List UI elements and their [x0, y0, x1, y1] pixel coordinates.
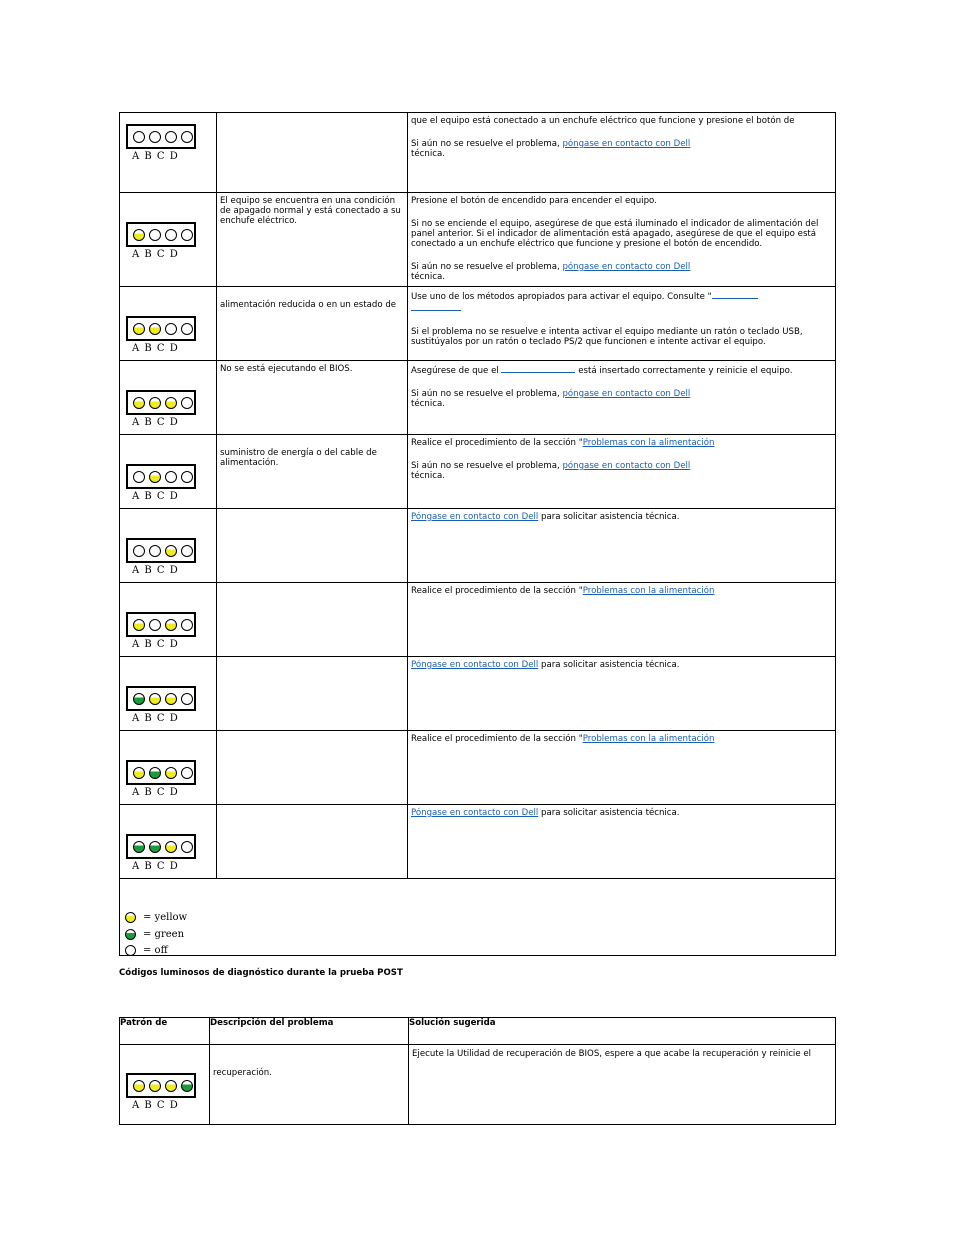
light-d-off-icon: [181, 545, 193, 557]
solution-cell: [408, 583, 836, 657]
solution-text: está insertado correctamente y reinicie el equipo.: [575, 366, 793, 376]
legend-item-yellow: [125, 907, 187, 921]
solution-paragraph: [411, 364, 832, 376]
problem-description: [217, 805, 407, 808]
pattern-cell: [120, 509, 217, 583]
diagnostic-row: [120, 583, 836, 657]
light-b-green-icon: [149, 767, 161, 779]
light-b-off-icon: [149, 229, 161, 241]
link-contact-dell[interactable]: póngase en contacto con Dell: [562, 139, 691, 149]
solution-text: Realice el procedimiento de la sección ": [411, 438, 583, 448]
light-c-off-icon: [165, 471, 177, 483]
description-cell: [217, 361, 408, 435]
light-c-yellow-icon: [165, 619, 177, 631]
solution-text: Asegúrese de que el: [411, 366, 502, 376]
light-c-yellow-icon: [165, 1080, 177, 1092]
diagnostic-lights-pattern: [126, 222, 196, 247]
light-a-green-icon: [133, 693, 145, 705]
pattern-cell: [120, 1045, 210, 1125]
diagnostic-row: [120, 731, 836, 805]
light-c-off-icon: [165, 131, 177, 143]
light-d-off-icon: [181, 767, 193, 779]
solution-text: Si no se enciende el equipo, asegúrese de que está iluminado el indicador de alimentación del panel anterior. Si el indicador de alimentación está apagado, asegúrese de que el equipo está conectado a un enchufe eléctrico que funcione y presione el botón de encendido.: [411, 219, 819, 249]
solution-cell: [408, 657, 836, 731]
problem-description: No se está ejecutando el BIOS.: [220, 364, 353, 374]
solution-text: técnica.: [411, 399, 445, 409]
solution-paragraph: [411, 219, 832, 249]
description-cell: [217, 583, 408, 657]
link-contact-dell[interactable]: póngase en contacto con Dell: [562, 262, 691, 272]
solution-paragraph: [411, 512, 832, 522]
solution-cell: [409, 1045, 836, 1125]
light-d-off-icon: [181, 397, 193, 409]
light-letters-label: A B C D: [132, 565, 179, 576]
light-b-off-icon: [149, 619, 161, 631]
solution-paragraph: [411, 389, 832, 409]
link-contact-dell[interactable]: póngase en contacto con Dell: [562, 389, 691, 399]
diagnostic-row: [120, 509, 836, 583]
diagnostic-lights-pattern: [126, 834, 196, 859]
pattern-cell: [120, 657, 217, 731]
description-cell: [210, 1045, 409, 1125]
solution-text: Si aún no se resuelve el problema,: [411, 262, 563, 272]
light-a-yellow-icon: [133, 397, 145, 409]
light-d-green-icon: [181, 1080, 193, 1092]
diagnostic-lights-pattern: [126, 612, 196, 637]
legend-label: = yellow: [143, 912, 188, 923]
diagnostic-lights-pattern: [126, 686, 196, 711]
diagnostic-row: [120, 113, 836, 193]
solution-paragraph: [411, 116, 832, 126]
pattern-cell: [120, 113, 217, 193]
solution-paragraph: [411, 438, 832, 448]
solution-text: Realice el procedimiento de la sección ": [411, 586, 583, 596]
solution-text: Si aún no se resuelve el problema,: [411, 139, 563, 149]
solution-paragraph: [411, 734, 832, 744]
description-cell: [217, 193, 408, 287]
description-cell: [217, 657, 408, 731]
solution-cell: [408, 361, 836, 435]
header-pattern: Patrón de: [120, 1018, 210, 1045]
solution-text: para solicitar asistencia técnica.: [538, 660, 680, 670]
solution-paragraph: [411, 586, 832, 596]
diagnostic-row: [120, 361, 836, 435]
light-a-green-icon: [133, 841, 145, 853]
diagnostic-row: [120, 193, 836, 287]
header-description: Descripción del problema: [210, 1018, 409, 1045]
light-a-off-icon: [133, 131, 145, 143]
light-c-yellow-icon: [165, 841, 177, 853]
color-legend: [120, 879, 835, 955]
off-light-icon: [125, 945, 136, 956]
light-c-yellow-icon: [165, 767, 177, 779]
light-d-off-icon: [181, 693, 193, 705]
solution-text: para solicitar asistencia técnica.: [538, 808, 680, 818]
missing-link-underline[interactable]: [411, 302, 461, 311]
solution-text: Si aún no se resuelve el problema,: [411, 461, 563, 471]
light-c-yellow-icon: [165, 545, 177, 557]
solution-paragraph: [411, 139, 832, 159]
solution-cell: [408, 113, 836, 193]
solution-paragraph: [411, 327, 832, 347]
solution-text: Presione el botón de encendido para encender el equipo.: [411, 196, 657, 206]
diagnostic-row: [120, 287, 836, 361]
light-b-yellow-icon: [149, 471, 161, 483]
link-power-problems[interactable]: Problemas con la alimentación: [582, 734, 715, 744]
light-letters-label: A B C D: [132, 151, 179, 162]
problem-description: [217, 731, 407, 734]
diagnostic-row: [120, 435, 836, 509]
solution-text: Use uno de los métodos apropiados para activar el equipo. Consulte ": [411, 292, 712, 302]
diagnostic-lights-table: [119, 112, 836, 956]
solution-cell: [408, 435, 836, 509]
post-lights-table: [119, 1017, 836, 1125]
light-a-off-icon: [133, 545, 145, 557]
light-b-yellow-icon: [149, 323, 161, 335]
problem-description: suministro de energía o del cable de alimentación.: [220, 448, 377, 468]
light-c-yellow-icon: [165, 397, 177, 409]
description-cell: [217, 509, 408, 583]
post-header-row: [120, 1018, 836, 1045]
light-b-yellow-icon: [149, 397, 161, 409]
light-d-off-icon: [181, 471, 193, 483]
light-a-yellow-icon: [133, 323, 145, 335]
diagnostic-lights-pattern: [126, 760, 196, 785]
header-solution: Solución sugerida: [409, 1018, 836, 1045]
diagnostic-lights-pattern: [126, 1073, 196, 1098]
link-contact-dell[interactable]: Póngase en contacto con Dell: [411, 808, 539, 818]
legend-label: = off: [143, 945, 168, 956]
problem-description: alimentación reducida o en un estado de: [220, 300, 397, 310]
pattern-cell: [120, 193, 217, 287]
light-c-off-icon: [165, 323, 177, 335]
solution-paragraph: [411, 262, 832, 282]
legend-label: = green: [143, 929, 185, 940]
link-contact-dell[interactable]: Póngase en contacto con Dell: [411, 660, 539, 670]
light-d-off-icon: [181, 323, 193, 335]
solution-text: técnica.: [411, 272, 445, 282]
diagnostic-lights-pattern: [126, 390, 196, 415]
problem-description: [217, 113, 407, 116]
solution-paragraph: [411, 290, 832, 314]
pattern-cell: [120, 805, 217, 879]
missing-link-underline[interactable]: [712, 290, 758, 299]
description-cell: [217, 435, 408, 509]
solution-text: Si el problema no se resuelve e intenta activar el equipo mediante un ratón o teclado USB, sustitúyalos por un ratón o teclado PS/2 que funcionen e intente activar el equipo.: [411, 327, 803, 347]
problem-description: [217, 509, 407, 512]
pattern-cell: [120, 731, 217, 805]
diagnostic-lights-pattern: [126, 316, 196, 341]
link-contact-dell[interactable]: póngase en contacto con Dell: [562, 461, 691, 471]
description-cell: [217, 731, 408, 805]
pattern-cell: [120, 435, 217, 509]
light-b-off-icon: [149, 545, 161, 557]
diagnostic-lights-pattern: [126, 538, 196, 563]
pattern-cell: [120, 361, 217, 435]
link-power-problems[interactable]: Problemas con la alimentación: [582, 438, 715, 448]
solution-cell: [408, 509, 836, 583]
problem-description: [217, 657, 407, 660]
solution-cell: [408, 731, 836, 805]
problem-description: El equipo se encuentra en una condición de apagado normal y está conectado a su enchufe eléctrico.: [220, 196, 401, 226]
solution-cell: [408, 193, 836, 287]
problem-description: [217, 583, 407, 586]
legend-item-off: [125, 940, 168, 954]
solution-cell: [408, 287, 836, 361]
legend-cell: [120, 879, 836, 956]
light-c-yellow-icon: [165, 693, 177, 705]
solution-text: Ejecute la Utilidad de recuperación de BIOS, espere a que acabe la recuperación y reinicie el: [412, 1049, 812, 1059]
problem-description: recuperación.: [213, 1068, 272, 1078]
solution-paragraph: [411, 196, 832, 206]
light-letters-label: A B C D: [132, 343, 179, 354]
yellow-light-icon: [125, 912, 136, 923]
pattern-cell: [120, 583, 217, 657]
light-letters-label: A B C D: [132, 1100, 179, 1111]
light-b-off-icon: [149, 131, 161, 143]
light-letters-label: A B C D: [132, 249, 179, 260]
light-d-off-icon: [181, 131, 193, 143]
solution-cell: [408, 805, 836, 879]
light-a-off-icon: [133, 471, 145, 483]
link-power-problems[interactable]: Problemas con la alimentación: [582, 586, 715, 596]
solution-text: que el equipo está conectado a un enchufe eléctrico que funcione y presione el botón de: [411, 116, 795, 126]
light-letters-label: A B C D: [132, 639, 179, 650]
post-row: [120, 1045, 836, 1125]
light-letters-label: A B C D: [132, 787, 179, 798]
description-cell: [217, 113, 408, 193]
solution-text: técnica.: [411, 149, 445, 159]
pattern-cell: [120, 287, 217, 361]
light-a-yellow-icon: [133, 1080, 145, 1092]
description-cell: [217, 287, 408, 361]
solution-paragraph: [411, 461, 832, 481]
green-light-icon: [125, 929, 136, 940]
link-contact-dell[interactable]: Póngase en contacto con Dell: [411, 512, 539, 522]
diagnostic-lights-pattern: [126, 464, 196, 489]
diagnostic-row: [120, 805, 836, 879]
light-a-yellow-icon: [133, 767, 145, 779]
light-b-green-icon: [149, 841, 161, 853]
diagnostic-row: [120, 657, 836, 731]
solution-text: técnica.: [411, 471, 445, 481]
light-letters-label: A B C D: [132, 491, 179, 502]
legend-item-green: [125, 924, 184, 938]
light-b-yellow-icon: [149, 693, 161, 705]
solution-paragraph: [411, 660, 832, 670]
light-c-off-icon: [165, 229, 177, 241]
solution-text: para solicitar asistencia técnica.: [538, 512, 680, 522]
light-letters-label: A B C D: [132, 713, 179, 724]
missing-link-underline[interactable]: [501, 364, 575, 373]
light-d-off-icon: [181, 841, 193, 853]
light-a-yellow-icon: [133, 229, 145, 241]
solution-text: Si aún no se resuelve el problema,: [411, 389, 563, 399]
light-letters-label: A B C D: [132, 417, 179, 428]
light-d-off-icon: [181, 229, 193, 241]
diagnostic-lights-pattern: [126, 124, 196, 149]
light-letters-label: A B C D: [132, 861, 179, 872]
light-b-yellow-icon: [149, 1080, 161, 1092]
post-section-title: Códigos luminosos de diagnóstico durante la prueba POST: [119, 968, 403, 978]
light-d-off-icon: [181, 619, 193, 631]
solution-text: Realice el procedimiento de la sección ": [411, 734, 583, 744]
solution-paragraph: [411, 808, 832, 818]
light-a-yellow-icon: [133, 619, 145, 631]
description-cell: [217, 805, 408, 879]
